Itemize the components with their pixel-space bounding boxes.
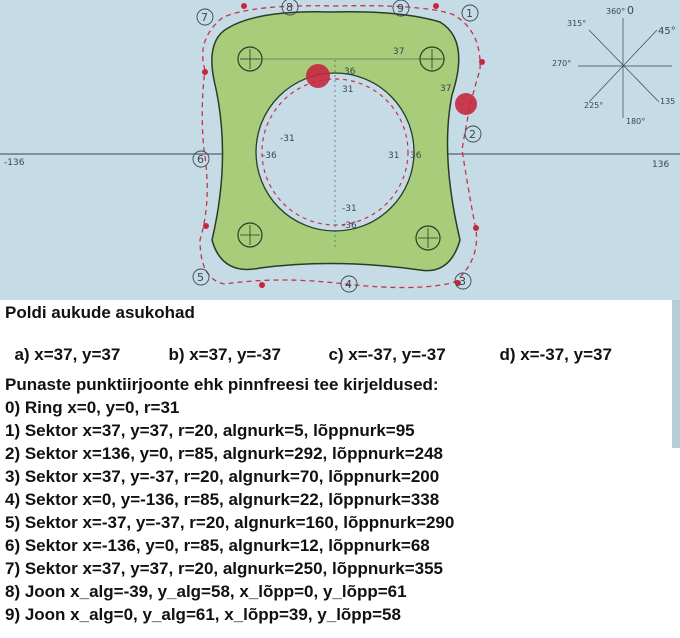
red-marker-right [455,93,477,115]
compass-label-270: 270° [552,59,572,68]
path-item-1: 1) Sektor x=37, y=37, r=20, algnurk=5, lõppnurk=95 [5,421,415,440]
bolt-hole-bottom-left [238,223,262,247]
heading-milling-paths: Punaste punktiirjoonte ehk pinnfreesi tee kirjeldused: [5,375,439,394]
compass-label-0: 0 [627,4,634,17]
svg-text:1: 1 [466,7,473,20]
axis-label-right: 136 [652,160,670,170]
bolt-positions-row [5,325,612,365]
bolt-position-d: d) x=-37, y=37 [499,345,612,364]
path-item-6: 6) Sektor x=-136, y=0, r=85, algnurk=12, lõppnurk=68 [5,536,430,555]
path-item-9: 9) Joon x_alg=0, y_alg=61, x_lõpp=39, y_lõpp=58 [5,605,401,624]
compass-label-180: 180° [626,117,646,126]
bolt-hole-bottom-right [416,226,440,250]
inner-label-bottom-b: -36 [342,221,357,231]
svg-text:5: 5 [197,271,204,284]
drawing-photo [0,0,680,300]
inner-label-top-b: 31 [342,85,354,95]
svg-text:6: 6 [197,153,204,166]
label-37-right: 37 [440,84,452,94]
svg-text:3: 3 [459,275,466,288]
red-marker-top [306,64,330,88]
red-dot-left-bottom [203,223,209,229]
compass-label-225: 225° [584,101,604,110]
path-item-5: 5) Sektor x=-37, y=-37, r=20, algnurk=160, lõppnurk=290 [5,513,455,532]
svg-text:2: 2 [469,128,476,141]
path-item-8: 8) Joon x_alg=-39, y_alg=58, x_lõpp=0, y_lõpp=61 [5,582,407,601]
inner-label-top-a: 36 [344,67,356,77]
compass-label-315: 315° [567,19,587,28]
inner-label-bottom-a: -31 [342,204,357,214]
compass-label-135: 135 [660,97,676,106]
photo-edge-strip [672,300,680,448]
svg-text:4: 4 [345,278,352,291]
inner-label-right-a: 31 [388,151,400,161]
path-item-2: 2) Sektor x=136, y=0, r=85, algnurk=292, lõppnurk=248 [5,444,443,463]
red-dot-top-right [433,3,439,9]
heading-bolt-holes: Poldi aukude asukohad [5,303,195,322]
inner-label-right-b: 36 [410,151,422,161]
svg-text:8: 8 [286,1,293,14]
inner-label-left-b: -36 [262,151,277,161]
inner-label-left-a: -31 [280,134,295,144]
red-dot-right-bottom [473,225,479,231]
svg-text:7: 7 [201,11,208,24]
red-dot-top-left [241,3,247,9]
label-37-top: 37 [393,47,405,57]
bolt-position-b: b) x=37, y=-37 [168,345,281,364]
red-dot-bottom-left [259,282,265,288]
compass-label-45: 45° [658,26,676,37]
path-item-4: 4) Sektor x=0, y=-136, r=85, algnurk=22, lõppnurk=338 [5,490,440,509]
bolt-position-c: c) x=-37, y=-37 [328,345,446,364]
svg-text:9: 9 [397,2,404,15]
red-dot-left [202,69,208,75]
axis-label-left: -136 [4,158,25,168]
compass-label-360: 360° [606,7,626,16]
path-item-3: 3) Sektor x=37, y=-37, r=20, algnurk=70, lõppnurk=200 [5,467,440,486]
path-item-0: 0) Ring x=0, y=0, r=31 [5,398,180,417]
bolt-position-a: a) x=37, y=37 [14,345,121,364]
path-item-7: 7) Sektor x=37, y=37, r=20, algnurk=250, lõppnurk=355 [5,559,443,578]
red-dot-right-top [479,59,485,65]
